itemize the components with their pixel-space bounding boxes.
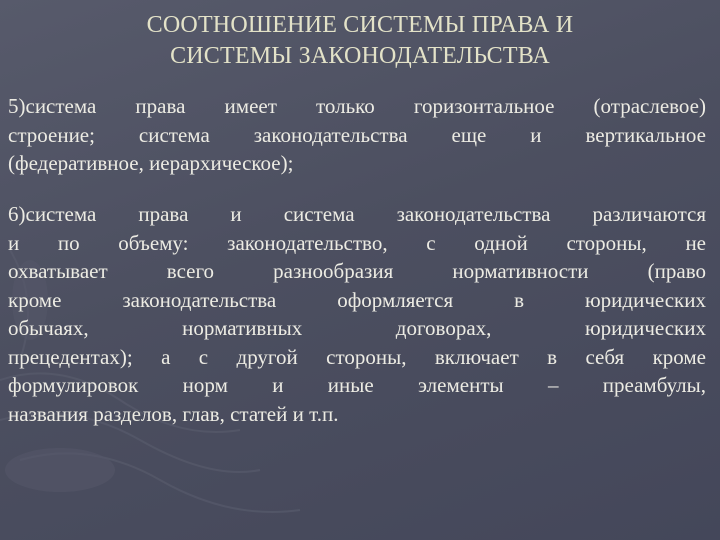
title-line-1: СООТНОШЕНИЕ СИСТЕМЫ ПРАВА И (146, 12, 574, 38)
paragraph-line: строение; система законодательства еще и вертикальное (8, 122, 706, 147)
slide-title (20, 10, 700, 72)
paragraph-line: кроме законодательства оформляется в юридических (8, 287, 706, 312)
paragraph-line: и по объему: законодательство, с одной стороны, не (8, 230, 706, 255)
paragraph-line: формулировок норм и иные элементы – преамбулы, (8, 373, 706, 397)
paragraph-5 (8, 92, 706, 178)
title-line-2: СИСТЕМЫ ЗАКОНОДАТЕЛЬСТВА (170, 43, 550, 69)
paragraph-6 (8, 200, 706, 428)
paragraph-line: прецедентах); а с другой стороны, включает в себя кроме (8, 344, 706, 369)
paragraph-line: названия разделов, глав, статей и т.п. (8, 401, 339, 426)
paragraph-line: охватывает всего разнообразия нормативности (право (8, 259, 706, 283)
paragraph-line: 6)система права и система законодательства различаются (8, 202, 706, 226)
paragraph-line: обычаях, нормативных договорах, юридических (8, 316, 706, 340)
paragraph-line: (федеративное, иерархическое); (8, 151, 294, 175)
paragraph-line: 5)система права имеет только горизонтальное (отраслевое) (8, 94, 706, 118)
